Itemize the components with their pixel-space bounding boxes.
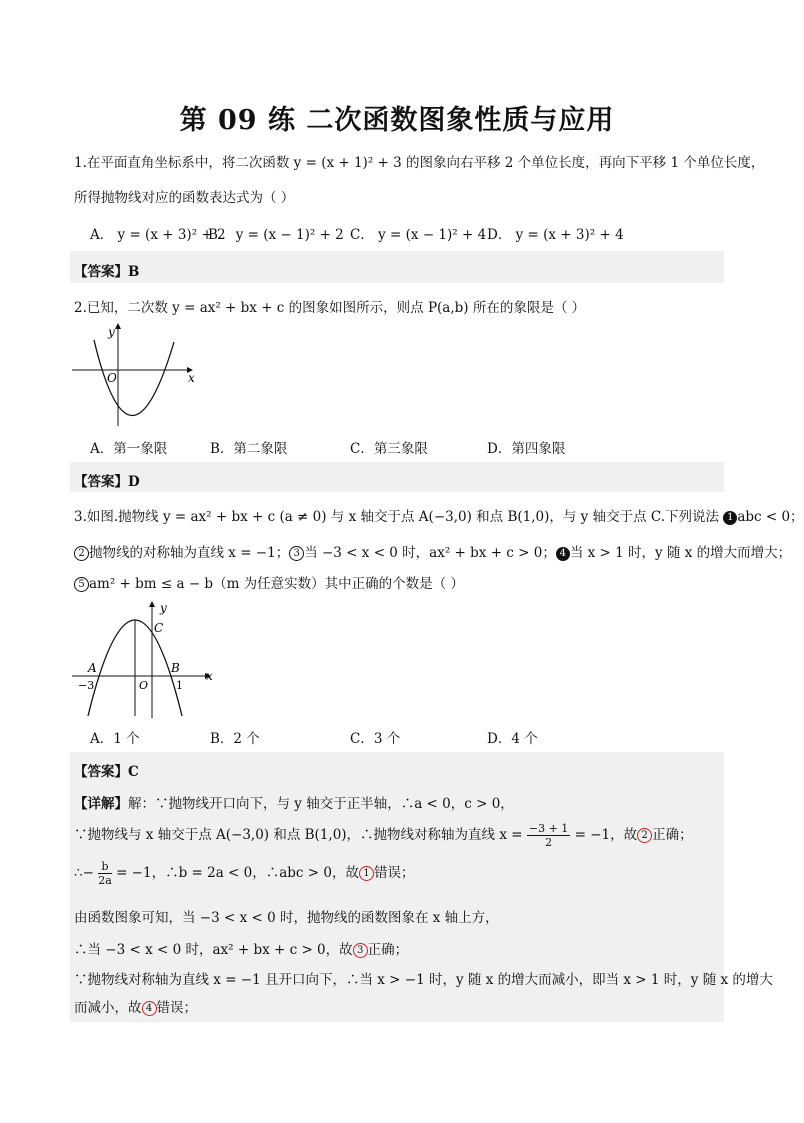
q3-fraction-1-denominator: 2: [545, 836, 553, 849]
circled-1-red-icon: 1: [359, 866, 374, 881]
q3-detail-line4: 由函数图象可知，当 −3 < x < 0 时，抛物线的函数图象在 x 轴上方，: [74, 910, 499, 926]
circled-1-icon: 1: [723, 511, 737, 525]
q3-detail-line7-end: 错误；: [156, 1000, 197, 1016]
q3-stem-line2-b: 当 −3 < x < 0 时，ax² + bx + c > 0；: [304, 545, 556, 561]
q2-parabola-curve: [94, 340, 174, 416]
circled-4-red-icon: 4: [142, 1001, 157, 1016]
q3-detail-label: 【详解】: [74, 796, 128, 812]
q1-option-d: D． y = (x + 3)² + 4: [487, 227, 624, 243]
q3-detail-line2: [74, 822, 693, 849]
q2-answer: 【答案】D: [74, 474, 140, 490]
q3-fraction-2-numerator: b: [98, 860, 112, 874]
circled-2-icon: 2: [74, 546, 89, 561]
q1-answer-band: [70, 251, 724, 283]
q3-fraction-1-numerator: −3 + 1: [528, 822, 569, 835]
q2-option-d: D．第四象限: [487, 441, 566, 457]
q3-stem-line2: [74, 541, 791, 561]
q1-stem-line1: 1.在平面直角坐标系中，将二次函数 y = (x + 1)² + 3 的图象向右平移 2 个单位长度，再向下平移 1 个单位长度，: [74, 155, 765, 171]
q1-option-c: C． y = (x − 1)² + 4: [350, 227, 487, 243]
q3-option-b: B．2 个: [210, 731, 260, 747]
q3-detail-line5-pre: ∴当 −3 < x < 0 时，ax² + bx + c > 0，故: [74, 942, 353, 958]
q3-detail-line2-pre: ∵抛物线与 x 轴交于点 A(−3,0) 和点 B(1,0)，∴抛物线对称轴为直线 x =: [74, 827, 523, 843]
q3-parabola-graph: [70, 598, 220, 722]
q2-origin-label: O: [107, 371, 117, 385]
q1-stem-line2: 所得抛物线对应的函数表达式为（ ）: [74, 190, 295, 206]
q2-answer-band: [70, 462, 724, 492]
q2-option-c: C．第三象限: [350, 441, 428, 457]
q3-stem-line2-a: 抛物线的对称轴为直线 x = −1；: [89, 545, 290, 561]
q3-option-d: D．4 个: [487, 731, 538, 747]
q2-option-a: A．第一象限: [90, 441, 168, 457]
circled-3-icon: 3: [289, 546, 304, 561]
q3-tick-neg3: −3: [78, 679, 95, 692]
q1-option-b: B． y = (x − 1)² + 2: [208, 227, 344, 243]
q1-answer: 【答案】B: [74, 264, 140, 280]
q3-stem-line1-end: abc < 0；: [737, 509, 804, 525]
q3-answer-band: [70, 752, 773, 1022]
q3-point-c-label: C: [154, 621, 164, 635]
page-title: 第 09 练 二次函数图象性质与应用: [179, 105, 615, 136]
q3-detail-line5-end: 正确；: [367, 942, 409, 958]
q3-detail-line2-post: = −1，故: [574, 827, 638, 843]
circled-5-icon: 5: [74, 577, 89, 592]
q3-detail-fraction-1: [527, 822, 570, 849]
q3-stem-line3: [74, 572, 464, 592]
q3-stem-line1-text: 3.如图.抛物线 y = ax² + bx + c (a ≠ 0) 与 x 轴交于点 A(−3,0) 和点 B(1,0)，与 y 轴交于点 C.下列说法: [74, 509, 724, 525]
circled-4-icon: 4: [556, 547, 570, 561]
q3-detail-fraction-2: [98, 860, 112, 887]
q3-option-c: C．3 个: [350, 731, 401, 747]
q3-answer: 【答案】C: [74, 764, 139, 780]
q2-x-label: x: [188, 371, 195, 385]
q3-x-label: x: [206, 669, 213, 683]
q3-detail-line7-pre: 而减小，故: [74, 1000, 142, 1016]
q3-detail-line2-end: 正确；: [652, 827, 693, 843]
q2-option-b: B．第二象限: [210, 441, 288, 457]
q2-stem: 2.已知，二次数 y = ax² + bx + c 的图象如图所示，则点 P(a,b) 所在的象限是（ ）: [74, 300, 586, 316]
q2-y-label: y: [108, 325, 115, 339]
circled-3-red-icon: 3: [353, 943, 368, 958]
q3-detail-line6: ∵抛物线对称轴为直线 x = −1 且开口向下，∴当 x > −1 时，y 随 x 的增大而减小，即当 x > 1 时，y 随 x 的增大: [74, 972, 773, 988]
q1-option-a: A． y = (x + 3)² + 2: [90, 227, 226, 243]
q2-parabola-graph: [70, 320, 200, 430]
q3-tick-1: 1: [176, 679, 183, 692]
q3-detail-line3-pre: ∴−: [74, 865, 94, 881]
circled-2-red-icon: 2: [637, 828, 652, 843]
q3-detail-line1-text: 解：∵抛物线开口向下，与 y 轴交于正半轴，∴a < 0，c > 0，: [128, 796, 514, 812]
q3-detail-line1: [74, 792, 514, 812]
q3-stem-line1: [74, 505, 804, 525]
q3-y-label: y: [160, 601, 167, 615]
q3-detail-line7: [74, 996, 197, 1016]
q3-stem-line3-text: am² + bm ≤ a − b（m 为任意实数）其中正确的个数是（ ）: [89, 576, 464, 592]
q3-fraction-2-denominator: 2a: [98, 874, 112, 887]
q3-option-a: A．1 个: [90, 731, 140, 747]
q3-point-b-label: B: [171, 661, 180, 675]
q3-point-a-label: A: [88, 661, 97, 675]
q3-origin-label: O: [139, 679, 149, 692]
q3-stem-line2-c: 当 x > 1 时，y 随 x 的增大而增大；: [569, 545, 792, 561]
q3-detail-line3-end: 错误；: [373, 865, 415, 881]
q3-detail-line5: [74, 938, 408, 958]
q3-detail-line3: [74, 860, 414, 887]
q3-detail-line3-post: = −1，∴b = 2a < 0，∴abc > 0，故: [116, 865, 359, 881]
